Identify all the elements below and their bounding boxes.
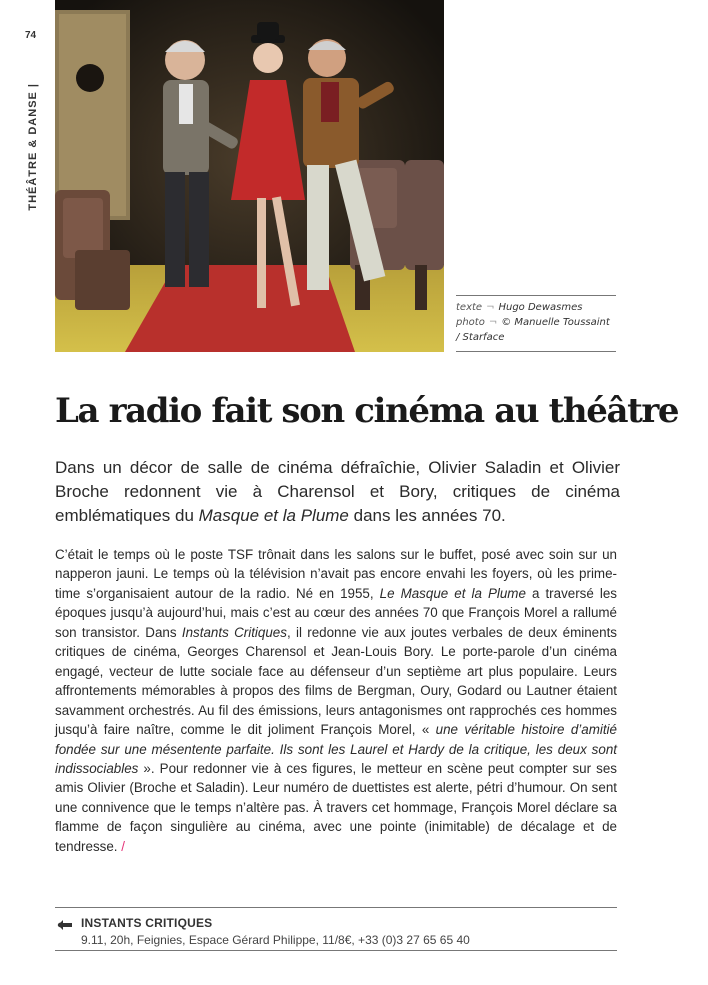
body-text: C’était le temps où le poste TSF trônait dans les salons sur le buffet, posé avec soin sur un napperon jauni. Le temps où la télévision n’avait pas encore envahi les foyers, où les prime-time s’organisaient autour de la radio. Né en 1955, — [55, 547, 617, 601]
lead-text: Dans un décor de salle de cinéma défraîchie, Olivier Saladin et Olivier Broche redonnent vie à Charensol et Bory, critiques de cinéma emblématiques du — [55, 458, 620, 525]
page-number: 74 — [25, 30, 37, 41]
body-text: a traversé les époques jusqu’à aujourd’hui, mais c’est au cœur des années 70 que François Morel a rallumé son transistor. Dans — [55, 585, 617, 640]
show-info — [55, 907, 617, 951]
credit-text — [456, 300, 616, 315]
show-details: 9.11, 20h, Feignies, Espace Gérard Philippe, 11/8€, +33 (0)3 27 65 65 40 — [81, 933, 470, 947]
section-rubric: THÉÂTRE & DANSE | — [27, 83, 39, 211]
credit-separator: ¬ — [488, 317, 498, 328]
credit-photo-author: © Manuelle Toussaint / Starface — [456, 317, 610, 343]
side-rubric — [25, 30, 41, 211]
article-lead — [55, 456, 620, 528]
lead-italic: Masque et la Plume — [198, 506, 349, 525]
article-body — [55, 545, 617, 856]
body-italic: Instants Critiques — [181, 624, 287, 640]
end-mark: / — [121, 838, 125, 854]
stage-photo — [55, 0, 444, 352]
credit-photo — [456, 315, 616, 345]
credit-separator: ¬ — [486, 302, 495, 313]
lead-text-end: dans les années 70. — [348, 506, 506, 525]
credits — [456, 295, 616, 352]
location-pin-icon — [57, 918, 73, 937]
body-text: , il redonne vie aux joutes verbales de deux éminents critiques de cinéma, Georges Charensol et Jean-Louis Bory. Le porte-parole d’un cinéma engagé, vecteur de lutte sociale face au défenseur d’un septième art plus populaire. Leurs affrontements mémorables à propos des films de Bergman, Oury, Godard ou Lautner étaient savamment orchestrés. Au fil des émissions, leurs antagonismes ont rapprochés ces hommes jusqu’à faire naître, comme le dit joliment François Morel, « — [55, 624, 617, 738]
body-text: ». Pour redonner vie à ces figures, le metteur en scène peut compter sur ses amis Olivier (Broche et Saladin). Leur numéro de duettistes est alerte, pétri d’humour. On sent une connivence que le temps n’altère pas. À travers cet hommage, François Morel déclare sa flamme de façon singulière au cinéma, avec une pointe (inimitable) de décalage et de tendresse. — [55, 760, 617, 854]
body-quote: une véritable histoire d’amitié fondée sur une mésentente parfaite. Ils sont les Laurel et Hardy de la critique, les deux sont indissociables — [55, 722, 617, 776]
body-italic: Le Masque et la Plume — [379, 585, 526, 601]
article-title: La radio fait son cinéma au théâtre — [55, 391, 679, 431]
credit-text-label: texte — [456, 302, 483, 313]
show-name: INSTANTS CRITIQUES — [81, 916, 213, 930]
credit-photo-label: photo — [456, 317, 485, 328]
credit-text-author: Hugo Dewasmes — [498, 302, 583, 313]
